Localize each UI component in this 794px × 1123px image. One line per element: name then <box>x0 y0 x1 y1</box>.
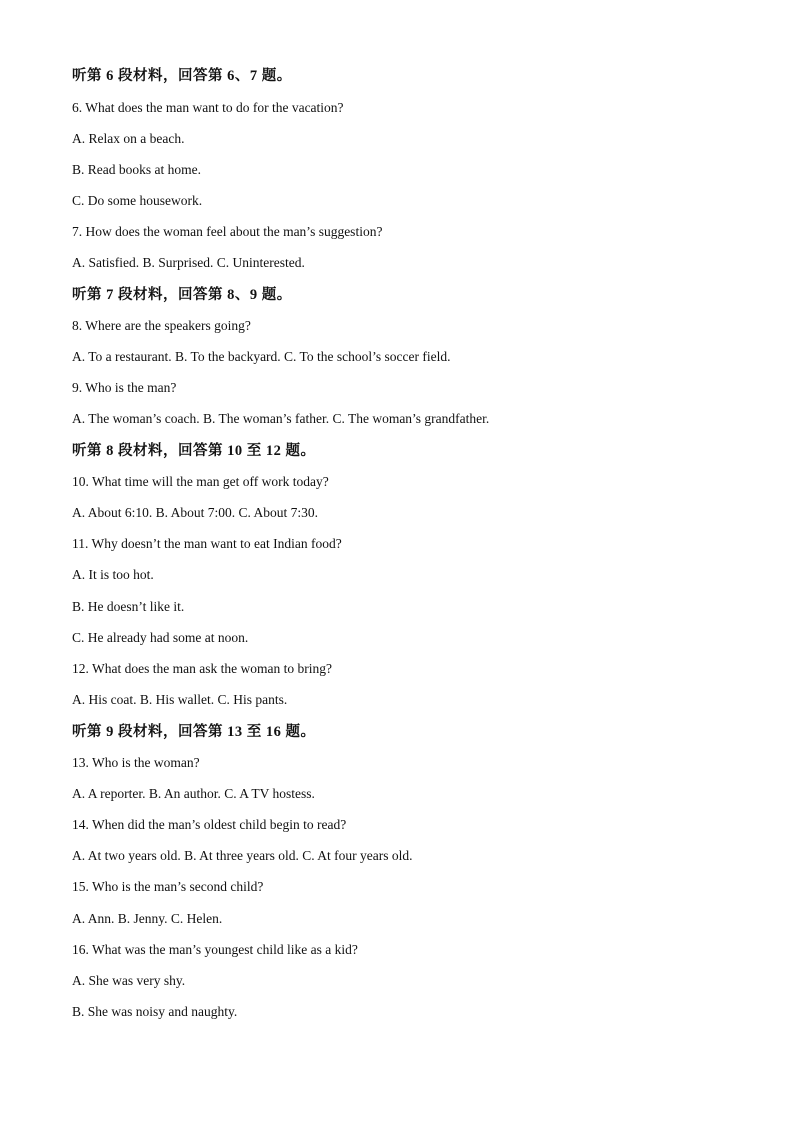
options-10: A. About 6:10. B. About 7:00. C. About 7:30. <box>72 505 319 520</box>
option-16a: A. She was very shy. <box>72 973 186 988</box>
options-15: A. Ann. B. Jenny. C. Helen. <box>72 911 223 926</box>
section-heading-1: 听第 6 段材料，回答第 6、7 题。 <box>72 68 292 84</box>
options-7: A. Satisfied. B. Surprised. C. Uninterested. <box>72 255 305 270</box>
question-11: 11. Why doesn’t the man want to eat Indian food? <box>72 536 342 551</box>
section-heading-2: 听第 7 段材料，回答第 8、9 题。 <box>72 287 292 303</box>
option-6b: B. Read books at home. <box>72 162 201 177</box>
option-11c: C. He already had some at noon. <box>72 630 249 645</box>
question-10: 10. What time will the man get off work today? <box>72 474 329 489</box>
options-14: A. At two years old. B. At three years old. C. At four years old. <box>72 848 413 863</box>
question-9: 9. Who is the man? <box>72 380 177 395</box>
option-11b: B. He doesn’t like it. <box>72 599 185 614</box>
option-11a: A. It is too hot. <box>72 567 154 582</box>
question-12: 12. What does the man ask the woman to bring? <box>72 661 332 676</box>
question-14: 14. When did the man’s oldest child begin to read? <box>72 817 347 832</box>
question-6: 6. What does the man want to do for the vacation? <box>72 100 344 115</box>
question-15: 15. Who is the man’s second child? <box>72 879 264 894</box>
question-13: 13. Who is the woman? <box>72 755 200 770</box>
options-13: A. A reporter. B. An author. C. A TV hostess. <box>72 786 315 801</box>
question-8: 8. Where are the speakers going? <box>72 318 251 333</box>
option-6a: A. Relax on a beach. <box>72 131 185 146</box>
question-7: 7. How does the woman feel about the man’s suggestion? <box>72 224 383 239</box>
options-12: A. His coat. B. His wallet. C. His pants. <box>72 692 288 707</box>
question-16: 16. What was the man’s youngest child like as a kid? <box>72 942 358 957</box>
section-heading-4: 听第 9 段材料，回答第 13 至 16 题。 <box>72 724 316 740</box>
option-16b: B. She was noisy and naughty. <box>72 1004 238 1019</box>
section-heading-3: 听第 8 段材料，回答第 10 至 12 题。 <box>72 443 316 459</box>
options-8: A. To a restaurant. B. To the backyard. C. To the school’s soccer field. <box>72 349 451 364</box>
options-9: A. The woman’s coach. B. The woman’s father. C. The woman’s grandfather. <box>72 411 490 426</box>
option-6c: C. Do some housework. <box>72 193 203 208</box>
